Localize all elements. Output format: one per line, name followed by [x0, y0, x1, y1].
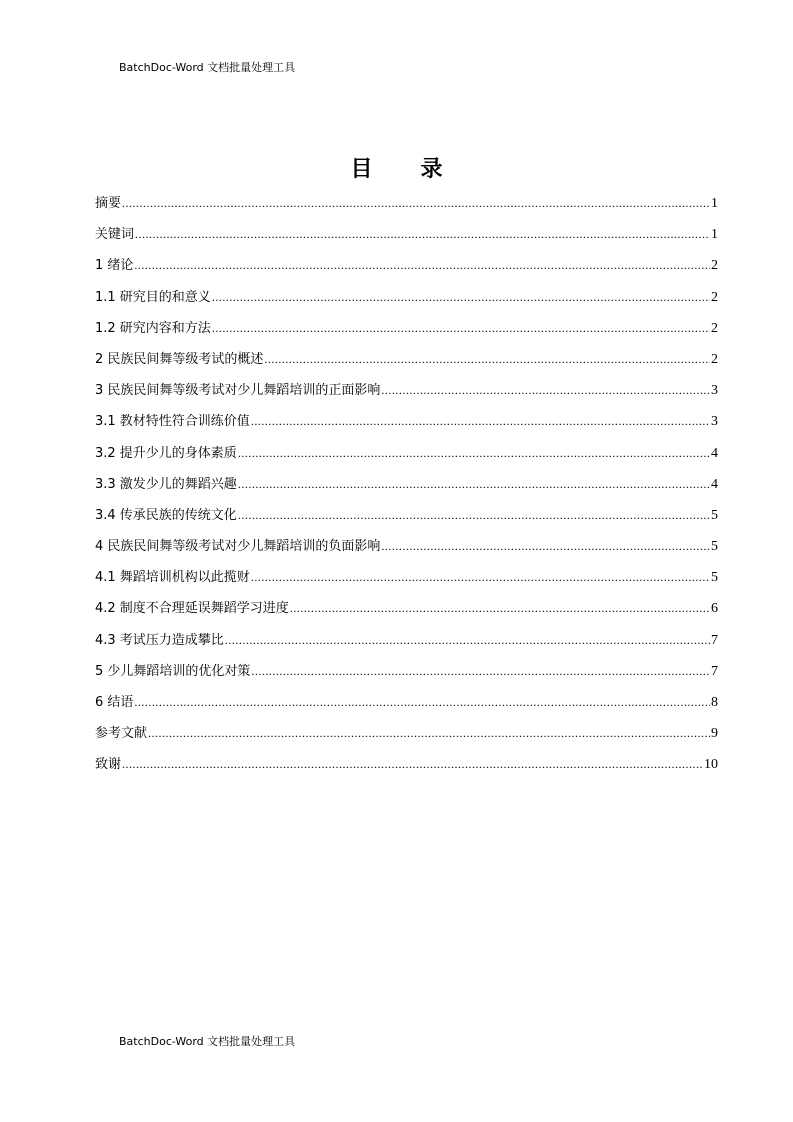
- toc-entry[interactable]: [95, 469, 718, 500]
- toc-entry-page: 2: [711, 351, 718, 367]
- toc-entry-label: 3 民族民间舞等级考试对少儿舞蹈培训的正面影响: [95, 383, 381, 399]
- toc-entry-label: 1.1 研究目的和意义: [95, 289, 211, 305]
- toc-entry-label: 4.1 舞蹈培训机构以此揽财: [95, 570, 250, 586]
- toc-entry-page: 2: [711, 258, 718, 274]
- toc-entry-page: 7: [711, 663, 718, 679]
- toc-entry[interactable]: [95, 375, 718, 406]
- dot-leader: [134, 687, 710, 718]
- dot-leader: [381, 531, 710, 562]
- toc-entry[interactable]: [95, 593, 718, 624]
- toc-entry-label: 5 少儿舞蹈培训的优化对策: [95, 663, 251, 679]
- toc-entry[interactable]: [95, 531, 718, 562]
- toc-entry[interactable]: [95, 438, 718, 469]
- dot-leader: [212, 282, 710, 313]
- toc-entry-label: 4 民族民间舞等级考试对少儿舞蹈培训的负面影响: [95, 539, 381, 555]
- toc-entry-page: 10: [704, 757, 718, 773]
- dot-leader: [290, 593, 710, 624]
- toc-entry-label: 关键词: [95, 227, 135, 243]
- toc-entry-page: 7: [711, 632, 718, 648]
- toc-entry-label: 摘要: [95, 196, 122, 211]
- toc-entry[interactable]: [95, 313, 718, 344]
- toc-entry-page: 8: [711, 695, 718, 710]
- toc-entry-label: 3.3 激发少儿的舞蹈兴趣: [95, 476, 237, 492]
- toc-entry-page: 1: [711, 196, 718, 211]
- toc-entry-label: 2 民族民间舞等级考试的概述: [95, 351, 264, 367]
- toc-entry-page: 3: [711, 414, 718, 430]
- toc-entry-label: 1 绪论: [95, 258, 134, 274]
- toc-entry-page: 5: [711, 539, 718, 555]
- toc-entry-label: 6 结语: [95, 695, 134, 710]
- dot-leader: [122, 188, 710, 219]
- toc-entry-page: 5: [711, 507, 718, 523]
- page-title: 目录: [350, 157, 491, 182]
- dot-leader: [134, 250, 710, 281]
- toc-entry[interactable]: [95, 625, 718, 656]
- toc-entry-page: 9: [711, 726, 718, 742]
- page-header: BatchDoc-Word 文档批量处理工具: [119, 61, 296, 74]
- toc-entry[interactable]: [95, 656, 718, 687]
- toc-entry[interactable]: [95, 500, 718, 531]
- toc-entry[interactable]: [95, 687, 718, 718]
- page-footer: BatchDoc-Word 文档批量处理工具: [119, 1035, 296, 1048]
- dot-leader: [212, 313, 710, 344]
- dot-leader: [251, 656, 710, 687]
- toc-entry[interactable]: [95, 344, 718, 375]
- dot-leader: [238, 500, 710, 531]
- toc-entry[interactable]: [95, 749, 718, 780]
- toc-entry-label: 3.4 传承民族的传统文化: [95, 507, 237, 523]
- toc-entry-label: 1.2 研究内容和方法: [95, 320, 211, 336]
- toc-entry-page: 5: [711, 570, 718, 586]
- toc-entry-label: 4.3 考试压力造成攀比: [95, 632, 224, 648]
- toc-entry[interactable]: [95, 562, 718, 593]
- toc-entry-page: 4: [711, 476, 718, 492]
- toc-entry-page: 2: [711, 289, 718, 305]
- dot-leader: [264, 344, 710, 375]
- toc-entry-page: 6: [711, 601, 718, 617]
- toc-entry-page: 1: [711, 227, 718, 243]
- toc-entry-label: 参考文献: [95, 726, 148, 742]
- toc-entry-label: 3.2 提升少儿的身体素质: [95, 445, 237, 461]
- dot-leader: [148, 718, 710, 749]
- toc-entry-label: 4.2 制度不合理延误舞蹈学习进度: [95, 601, 289, 617]
- toc-entry-page: 4: [711, 445, 718, 461]
- dot-leader: [251, 562, 710, 593]
- dot-leader: [381, 375, 710, 406]
- dot-leader: [251, 406, 710, 437]
- toc-entry-label: 3.1 教材特性符合训练价值: [95, 414, 250, 430]
- dot-leader: [238, 469, 710, 500]
- toc-entry[interactable]: [95, 718, 718, 749]
- toc-entry[interactable]: [95, 219, 718, 250]
- toc-entry[interactable]: [95, 406, 718, 437]
- toc-entry[interactable]: [95, 250, 718, 281]
- toc-entry-label: 致谢: [95, 757, 122, 773]
- dot-leader: [225, 625, 710, 656]
- toc-entry-page: 3: [711, 383, 718, 399]
- dot-leader: [122, 749, 703, 780]
- toc-entry[interactable]: [95, 282, 718, 313]
- toc-entry-page: 2: [711, 320, 718, 336]
- dot-leader: [238, 438, 710, 469]
- toc-entry[interactable]: [95, 188, 718, 219]
- dot-leader: [135, 219, 710, 250]
- table-of-contents: [95, 188, 718, 781]
